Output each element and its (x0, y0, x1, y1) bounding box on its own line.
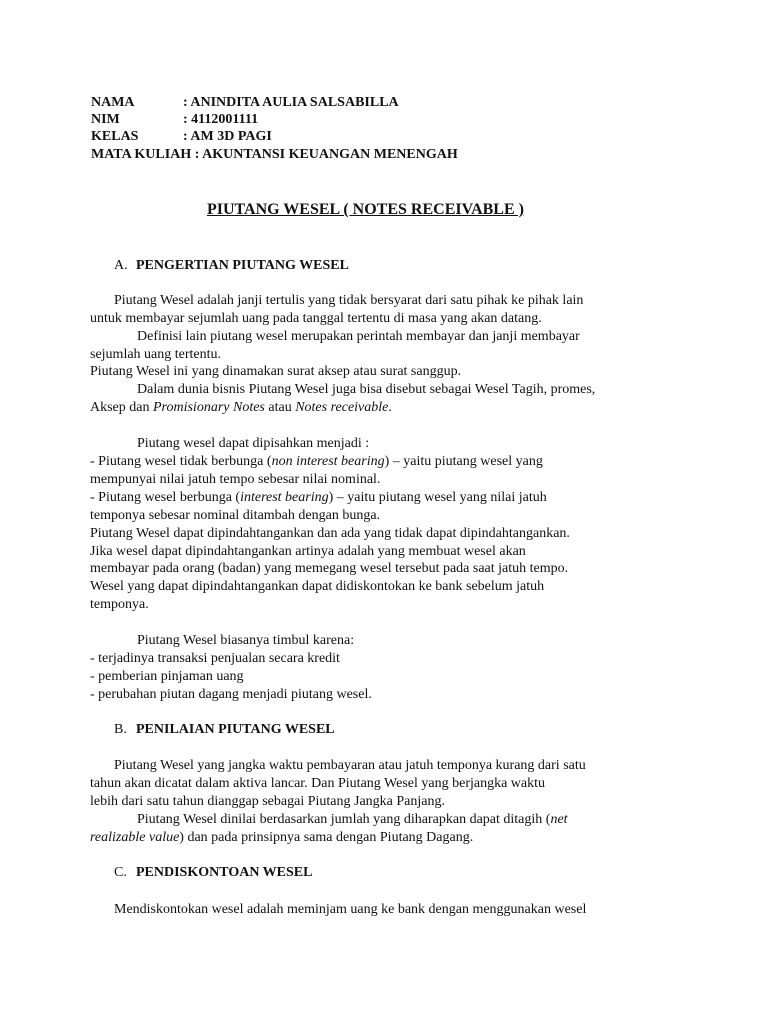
b-p2-text-a: Piutang Wesel dinilai berdasarkan jumlah yang diharapkan dapat ditagih ( (137, 812, 551, 827)
a-p6-line1 (90, 453, 543, 470)
section-b-title: PENILAIAN PIUTANG WESEL (136, 722, 335, 737)
a-p4-italic-promisionary: Promisionary Notes (153, 400, 265, 415)
b-p2-line2 (90, 829, 473, 846)
a-p1-line1: Piutang Wesel adalah janji tertulis yang tidak bersyarat dari satu pihak ke pihak lain (114, 293, 584, 308)
section-a-heading (114, 257, 349, 274)
a-p4-italic-notes: Notes receivable (295, 400, 389, 415)
c-p1-line1: Mendiskontokan wesel adalah meminjam uang ke bank dengan menggunakan wesel (114, 902, 587, 917)
nim-label: NIM (91, 112, 120, 127)
section-c-title: PENDISKONTOAN WESEL (136, 865, 313, 880)
a-p10-line2: temponya. (90, 597, 149, 612)
a-bullet-3: - perubahan piutan dagang menjadi piutang wesel. (90, 687, 372, 702)
section-a-letter: A. (114, 258, 128, 273)
a-p10-line1: Wesel yang dapat dipindahtangankan dapat didiskontokan ke bank sebelum jatuh (90, 579, 545, 594)
a-p4-text-a: Aksep dan (90, 400, 153, 415)
b-p2-italic-net: net (550, 812, 568, 827)
nim-row (91, 111, 258, 128)
section-c-heading (114, 864, 312, 881)
a-p6-text-c: ) – yaitu piutang wesel yang (384, 454, 543, 469)
a-p5: Piutang wesel dapat dipisahkan menjadi : (137, 436, 370, 451)
nama-value: : ANINDITA AULIA SALSABILLA (183, 95, 399, 110)
b-p1-line2: tahun akan dicatat dalam aktiva lancar. Dan Piutang Wesel yang berjangka waktu (90, 776, 546, 791)
section-a-title: PENGERTIAN PIUTANG WESEL (136, 258, 349, 273)
nama-row (91, 94, 399, 111)
a-p7-text-a: - Piutang wesel berbunga ( (90, 490, 241, 505)
a-p3: Piutang Wesel ini yang dinamakan surat aksep atau surat sanggup. (90, 364, 462, 379)
a-p4-line2 (90, 399, 392, 416)
kelas-label: KELAS (91, 129, 139, 144)
nim-value: : 4112001111 (183, 112, 259, 127)
a-p7-line1 (90, 489, 547, 506)
a-p6-line2: mempunyai nilai jatuh tempo sebesar nilai nominal. (90, 472, 381, 487)
section-c-letter: C. (114, 865, 127, 880)
a-p1-line2: untuk membayar sejumlah uang pada tanggal tertentu di masa yang akan datang. (90, 311, 542, 326)
a-p9-line1: Jika wesel dapat dipindahtangankan artinya adalah yang membuat wesel akan (90, 544, 526, 559)
a-p2-line1: Definisi lain piutang wesel merupakan perintah membayar dan janji membayar (137, 329, 580, 344)
a-p7-italic: interest bearing (240, 490, 329, 505)
a-p4-text-c: atau (264, 400, 296, 415)
kelas-row (91, 128, 272, 145)
b-p1-line3: lebih dari satu tahun dianggap sebagai Piutang Jangka Panjang. (90, 794, 445, 809)
a-bullet-2: - pemberian pinjaman uang (90, 669, 244, 684)
a-p4-line1: Dalam dunia bisnis Piutang Wesel juga bisa disebut sebagai Wesel Tagih, promes, (137, 382, 596, 397)
a-p7-line2: temponya sebesar nominal ditambah dengan bunga. (90, 508, 381, 523)
section-b-heading (114, 721, 335, 738)
a-p11: Piutang Wesel biasanya timbul karena: (137, 633, 355, 648)
b-p2-text-b: ) dan pada prinsipnya sama dengan Piutang Dagang. (179, 830, 474, 845)
a-p8: Piutang Wesel dapat dipindahtangankan dan ada yang tidak dapat dipindahtangankan. (90, 526, 570, 541)
b-p2-italic-realizable: realizable value (90, 830, 180, 845)
b-p1-line1: Piutang Wesel yang jangka waktu pembayaran atau jatuh temponya kurang dari satu (114, 758, 586, 773)
a-p2-line2: sejumlah uang tertentu. (90, 347, 222, 362)
section-b-letter: B. (114, 722, 127, 737)
kelas-value: : AM 3D PAGI (183, 129, 272, 144)
matkul-row: MATA KULIAH : AKUNTANSI KEUANGAN MENENGAH (91, 147, 458, 162)
a-p6-text-a: - Piutang wesel tidak berbunga ( (90, 454, 272, 469)
a-p6-italic: non interest bearing (271, 454, 385, 469)
page-title: PIUTANG WESEL ( NOTES RECEIVABLE ) (207, 201, 524, 218)
nama-label: NAMA (91, 95, 135, 110)
a-p9-line2: membayar pada orang (badan) yang memegang wesel tersebut pada saat jatuh tempo. (90, 561, 569, 576)
a-bullet-1: - terjadinya transaksi penjualan secara kredit (90, 651, 340, 666)
b-p2-line1 (137, 811, 568, 828)
a-p7-text-c: ) – yaitu piutang wesel yang nilai jatuh (328, 490, 547, 505)
a-p4-text-e: . (388, 400, 392, 415)
